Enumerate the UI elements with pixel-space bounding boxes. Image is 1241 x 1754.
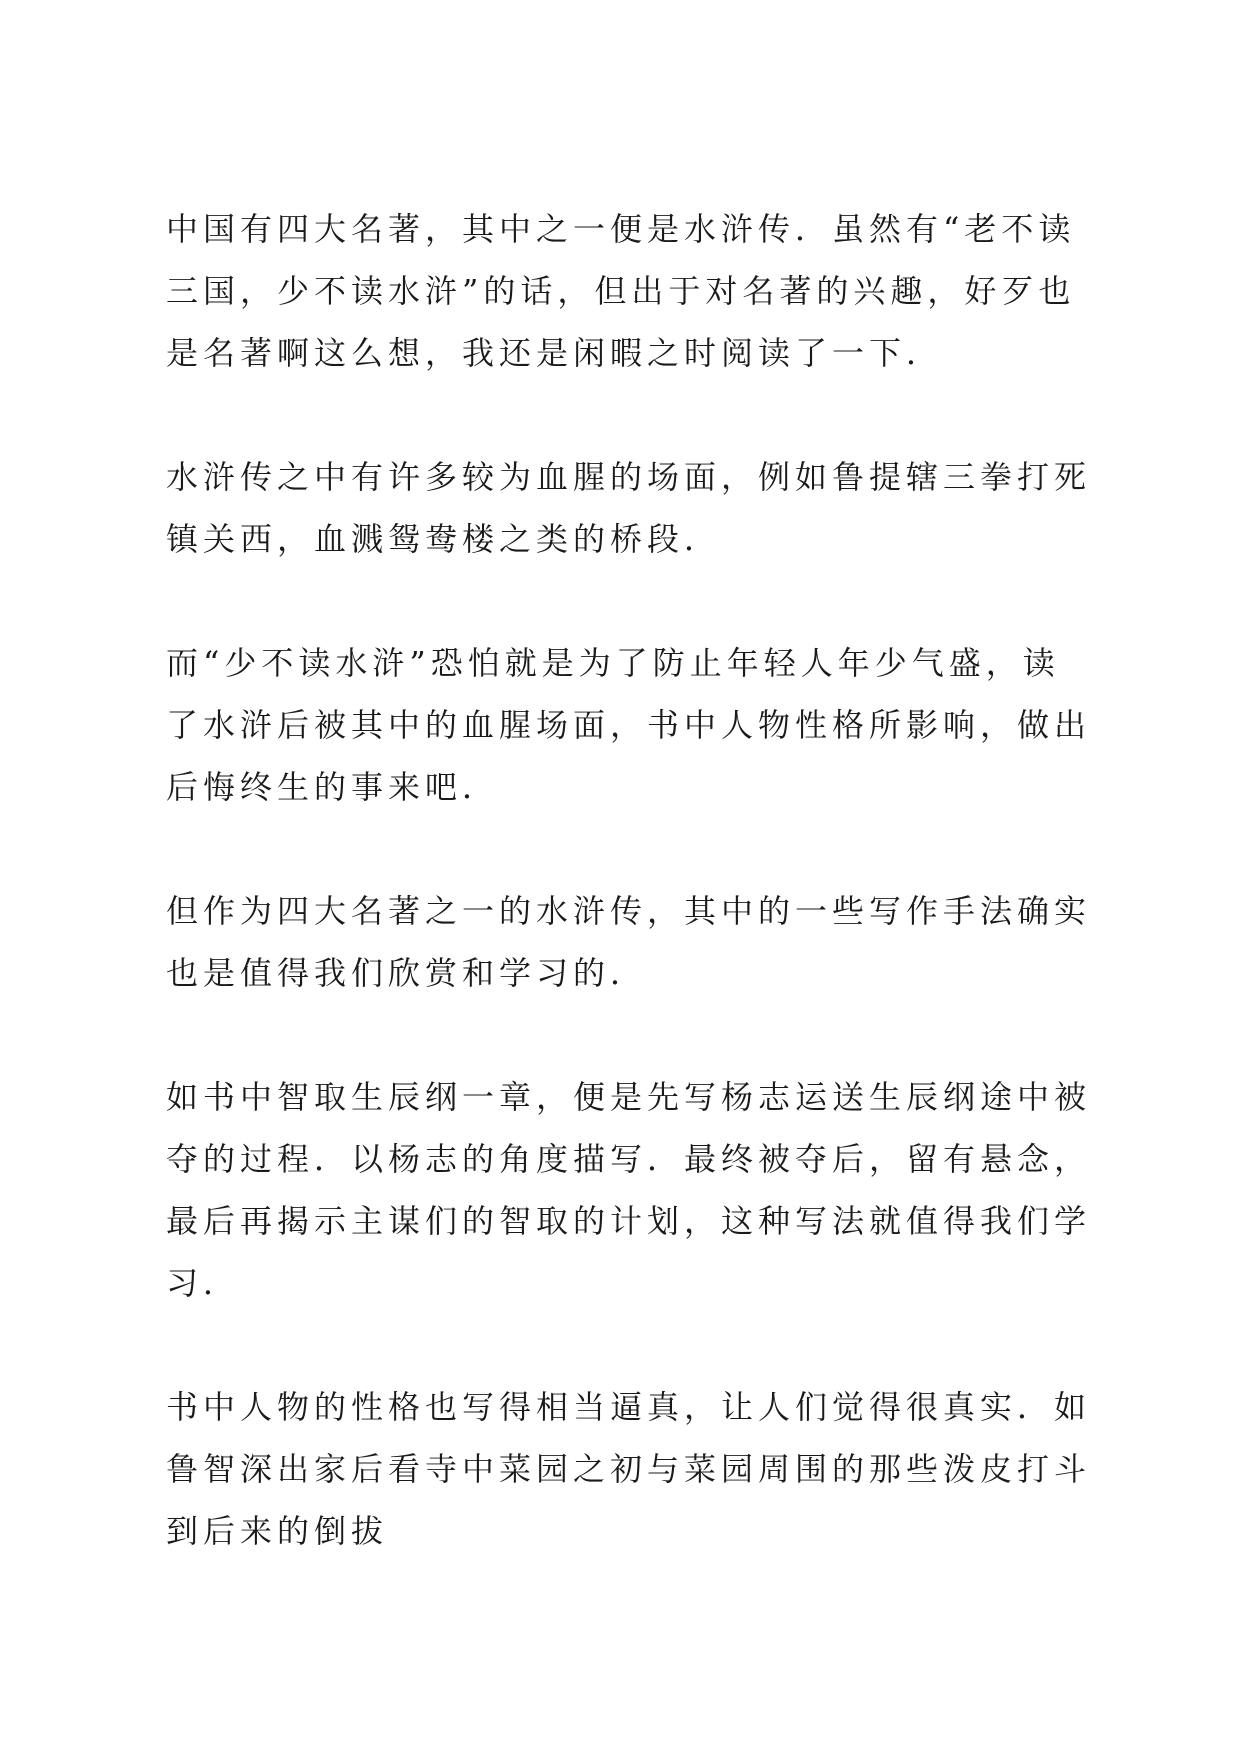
paragraph-characters: 书中人物的性格也写得相当逼真，让人们觉得很真实．如鲁智深出家后看寺中菜园之初与菜园周围的那些泼皮打斗到后来的倒拔 [166, 1388, 1092, 1550]
paragraph-intro: 中国有四大名著，其中之一便是水浒传．虽然有“老不读三国，少不读水浒”的话，但出于对名著的兴趣，好歹也是名著啊这么想，我还是闲暇之时阅读了一下． [166, 210, 1076, 372]
paragraph-writing-techniques: 但作为四大名著之一的水浒传，其中的一些写作手法确实也是值得我们欣赏和学习的． [166, 892, 1092, 992]
paragraph-youth-warning: 而“少不读水浒”恐怕就是为了防止年轻人年少气盛，读了水浒后被其中的血腥场面，书中人物性格所影响，做出后悔终生的事来吧． [166, 644, 1092, 806]
paragraph-bloody-scenes: 水浒传之中有许多较为血腥的场面，例如鲁提辖三拳打死镇关西，血溅鸳鸯楼之类的桥段． [166, 458, 1092, 558]
paragraph-birthday-gifts-example: 如书中智取生辰纲一章，便是先写杨志运送生辰纲途中被夺的过程．以杨志的角度描写．最终被夺后，留有悬念，最后再揭示主谋们的智取的计划，这种写法就值得我们学习． [166, 1078, 1092, 1302]
document-body [166, 198, 1096, 1624]
